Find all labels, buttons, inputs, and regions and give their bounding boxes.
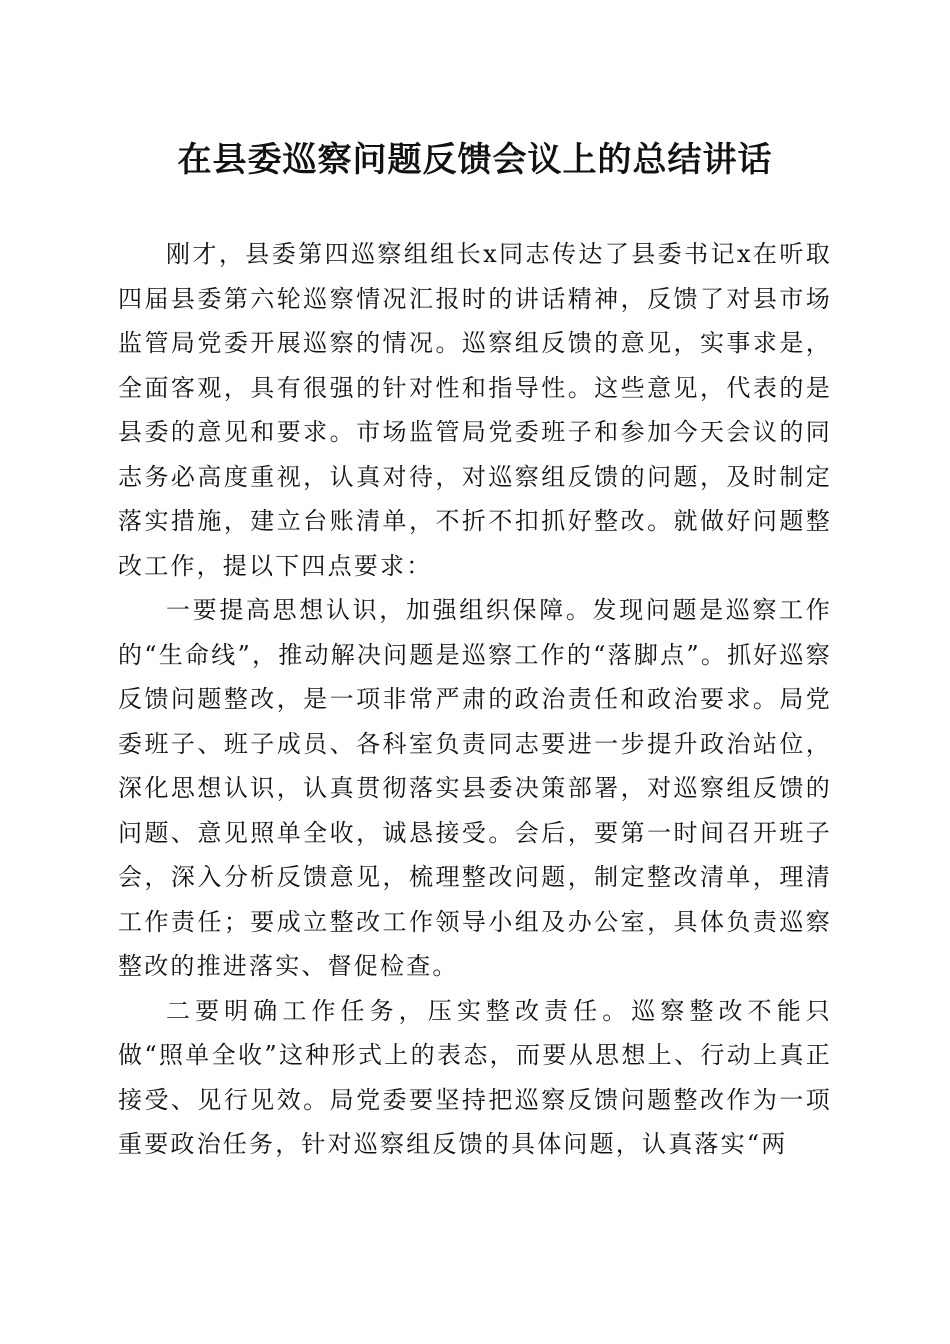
document-body xyxy=(118,232,832,1167)
document-title: 在县委巡察问题反馈会议上的总结讲话 xyxy=(177,140,773,180)
paragraph-requirement-1: 一要提高思想认识，加强组织保障。发现问题是巡察工作的“生命线”，推动解决问题是巡察工作的“落脚点”。抓好巡察反馈问题整改，是一项非常严肃的政治责任和政治要求。局党委班子、班子成员、各科室负责同志要进一步提升政治站位，深化思想认识，认真贯彻落实县委决策部署，对巡察组反馈的问题、意见照单全收，诚恳接受。会后，要第一时间召开班子会，深入分析反馈意见，梳理整改问题，制定整改清单，理清工作责任；要成立整改工作领导小组及办公室，具体负责巡察整改的推进落实、督促检查。 xyxy=(118,596,832,980)
paragraph-intro: 刚才，县委第四巡察组组长x同志传达了县委书记x在听取四届县委第六轮巡察情况汇报时的讲话精神，反馈了对县市场监管局党委开展巡察的情况。巡察组反馈的意见，实事求是，全面客观，具有很强的针对性和指导性。这些意见，代表的是县委的意见和要求。市场监管局党委班子和参加今天会议的同志务必高度重视，认真对待，对巡察组反馈的问题，及时制定落实措施，建立台账清单，不折不扣抓好整改。就做好问题整改工作，提以下四点要求： xyxy=(118,240,832,580)
paragraph-requirement-2: 二要明确工作任务，压实整改责任。巡察整改不能只做“照单全收”这种形式上的表态，而要从思想上、行动上真正接受、见行见效。局党委要坚持把巡察反馈问题整改作为一项重要政治任务，针对巡察组反馈的具体问题，认真落实“两 xyxy=(118,996,832,1158)
